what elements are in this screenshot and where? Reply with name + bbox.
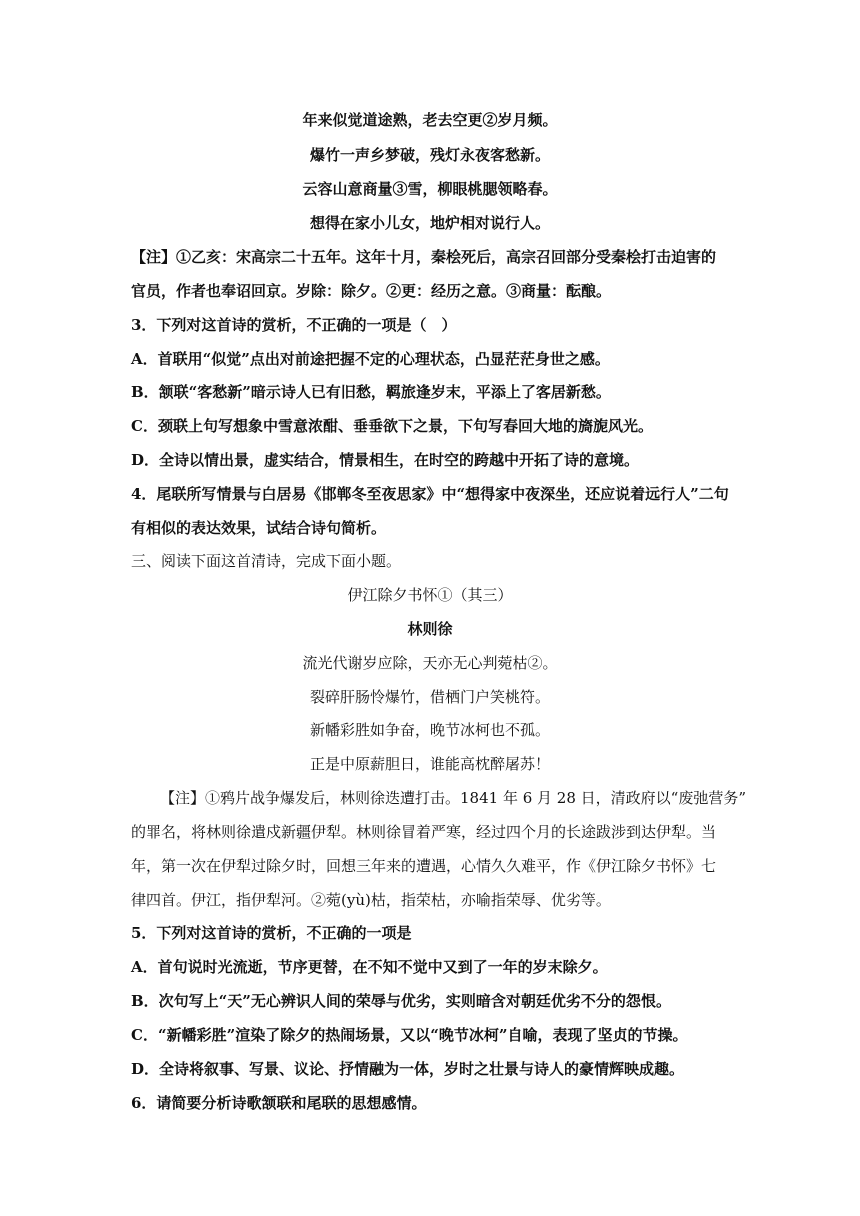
q5-option-d: D．全诗将叙事、写景、议论、抒情融为一体，岁时之壮景与诗人的豪情辉映成趣。: [131, 1060, 685, 1078]
poem1-note-line-2: 官员，作者也奉诏回京。岁除：除夕。②更：经历之意。③商量：酝酿。: [131, 282, 612, 300]
poem1-line-1: 年来似觉道途熟，老去空更②岁月频。: [302, 111, 558, 129]
q3-option-b: B．颔联“客愁新”暗示诗人已有旧愁，羁旅逢岁末，平添上了客居新愁。: [131, 383, 611, 401]
q3-option-c: C．颈联上句写想象中雪意浓酣、垂垂欲下之景，下句写春回大地的旖旎风光。: [131, 417, 653, 435]
poem1-line-3: 云容山意商量③雪，柳眼桃腮领略春。: [302, 180, 558, 198]
q5-option-a: A．首句说时光流逝，节序更替，在不知不觉中又到了一年的岁末除夕。: [131, 958, 608, 976]
q4-line-1: 4．尾联所写情景与白居易《邯郸冬至夜思家》中“想得家中夜深坐，还应说着远行人”二句: [131, 485, 729, 503]
poem1-note-line-1: 【注】①乙亥：宋高宗二十五年。这年十月，秦桧死后，高宗召回部分受秦桧打击迫害的: [131, 248, 717, 266]
poem2-line-4: 正是中原薪胆日，谁能高枕醉屠苏！: [309, 755, 550, 773]
q5-option-c: C．“新幡彩胜”渲染了除夕的热闹场景，又以“晚节冰柯”自喻，表现了坚贞的节操。: [131, 1026, 688, 1044]
poem2-author: 林则徐: [407, 620, 453, 638]
poem1-line-4: 想得在家小儿女，地炉相对说行人。: [309, 214, 550, 232]
q5-stem: 5．下列对这首诗的赏析，不正确的一项是: [131, 924, 412, 942]
poem2-line-3: 新幡彩胜如争奋，晚节冰柯也不孤。: [309, 721, 550, 739]
poem2-line-1: 流光代谢岁应除，天亦无心判菀枯②。: [302, 654, 558, 672]
poem2-note-line-2: 的罪名，将林则徐遣戍新疆伊犁。林则徐冒着严寒，经过四个月的长途跋涉到达伊犁。当: [131, 823, 717, 841]
q3-stem: 3．下列对这首诗的赏析，不正确的一项是（ ）: [131, 316, 457, 334]
poem2-title: 伊江除夕书怀①（其三）: [347, 586, 513, 604]
poem1-line-2: 爆竹一声乡梦破，残灯永夜客愁新。: [309, 146, 550, 164]
poem2-line-2: 裂碎肝肠怜爆竹，借栖门户笑桃符。: [309, 688, 550, 706]
poem2-note-line-3: 年，第一次在伊犁过除夕时，回想三年来的遭遇，心情久久难平，作《伊江除夕书怀》七: [131, 857, 717, 875]
q4-line-2: 有相似的表达效果，试结合诗句简析。: [131, 519, 387, 537]
poem2-note-line-4: 律四首。伊江，指伊犁河。②菀(yù)枯，指荣枯，亦喻指荣辱、优劣等。: [131, 891, 611, 909]
q3-option-a: A．首联用“似觉”点出对前途把握不定的心理状态，凸显茫茫身世之感。: [131, 350, 610, 368]
q5-option-b: B．次句写上“天”无心辨识人间的荣辱与优劣，实则暗含对朝廷优劣不分的怨恨。: [131, 992, 671, 1010]
poem2-note-line-1: 【注】①鸦片战争爆发后，林则徐迭遭打击。1841 年 6 月 28 日，清政府以“废弛营务”: [160, 789, 746, 807]
section3-heading: 三、阅读下面这首清诗，完成下面小题。: [131, 552, 402, 570]
q6-stem: 6．请简要分析诗歌颔联和尾联的思想感情。: [131, 1094, 427, 1112]
q3-option-d: D．全诗以情出景，虚实结合，情景相生，在时空的跨越中开拓了诗的意境。: [131, 451, 640, 469]
